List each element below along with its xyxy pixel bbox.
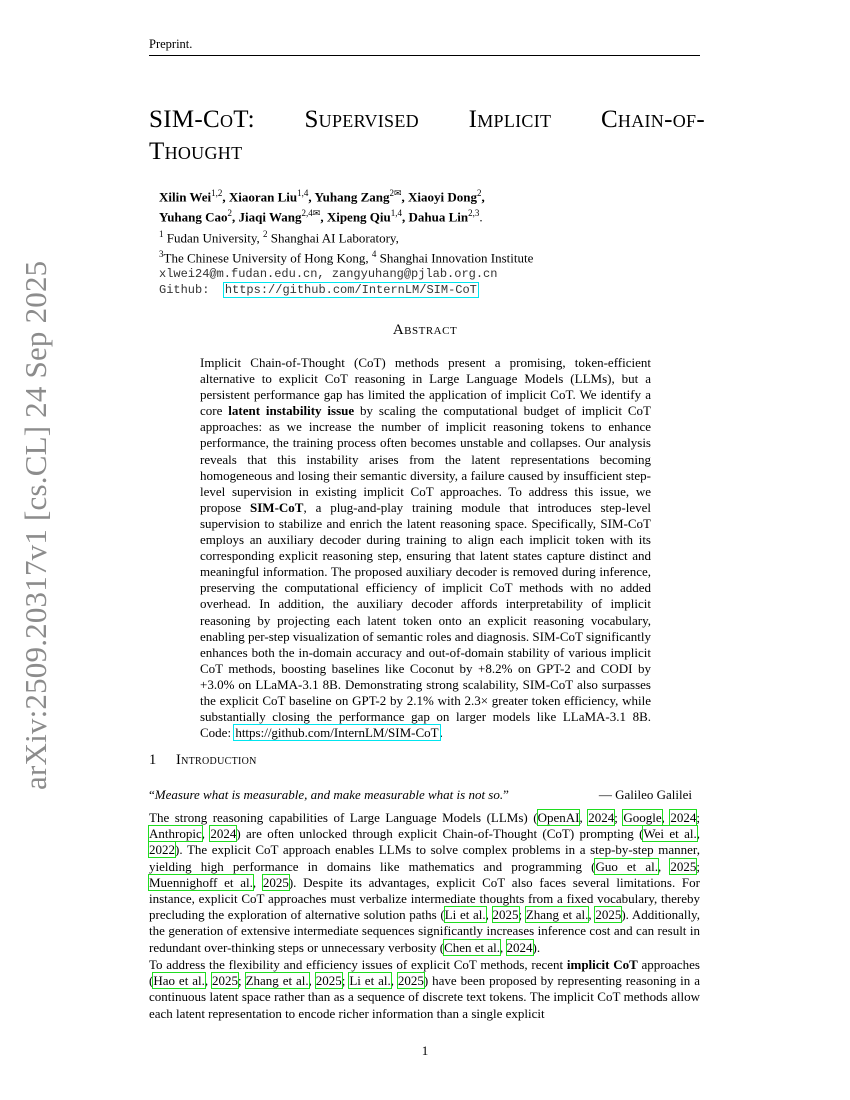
citation-link[interactable]: 2024 bbox=[210, 826, 237, 842]
citation-link[interactable]: 2024 bbox=[588, 810, 615, 825]
author-affil: 1,4 bbox=[390, 208, 402, 219]
body-text: approaches ( bbox=[149, 957, 700, 989]
citation-link[interactable]: 2025 bbox=[670, 858, 697, 874]
body-text: ). Additionally, the generation of extensive intermediate sequences significantly increases inference cost and can result in redundant over-thinking steps or unnecessary verbosity ( bbox=[149, 907, 700, 955]
citation-link[interactable]: Wei et al. bbox=[643, 826, 697, 842]
affil-marker: 3 bbox=[159, 248, 164, 259]
author-name: Xipeng Qiu bbox=[326, 209, 391, 225]
title-word: Chain-of- bbox=[600, 106, 705, 133]
abstract-body bbox=[200, 355, 651, 741]
author-affil: 2,4✉ bbox=[301, 208, 321, 219]
author-name: Dahua Lin bbox=[408, 209, 469, 225]
citation-link[interactable]: 2025 bbox=[595, 907, 622, 923]
affiliation: The Chinese University of Hong Kong, bbox=[163, 250, 372, 266]
citation-link[interactable]: Google bbox=[623, 810, 662, 825]
citation-link[interactable]: 2025 bbox=[262, 874, 289, 890]
citation-link[interactable]: 2024 bbox=[670, 810, 697, 825]
quote-mark: “ bbox=[149, 787, 155, 802]
intro-paragraph-1: The strong reasoning capabilities of Large Language Models (LLMs) (OpenAI, 2024; Google, 2024; Anthropic, 2024) are often unlocked through explicit Chain-of-Thought (CoT) prompting (Wei et al., 2022). The explicit CoT approach enables LLMs to solve complex problems in a step-by-step manner, yielding high performance in domains like mathematics and programming (Guo et al., 2025; Muennighoff et al., 2025). Despite its advantages, explicit CoT also faces several limitations. For instance, explicit CoT approaches must verbalize intermediate thoughts from a fixed vocabulary, thereby precluding the exploration of alternative solution paths (Li et al., 2025; Zhang et al., 2025). Additionally, the generation of extensive intermediate sequences significantly increases inference cost and can result in redundant over-thinking steps or unnecessary verbosity (Chen et al., 2024). bbox=[149, 810, 701, 955]
citation-link[interactable]: 2025 bbox=[315, 973, 342, 989]
citation-link[interactable]: 2025 bbox=[492, 907, 519, 923]
affil-marker: 4 bbox=[371, 248, 377, 259]
separator: , bbox=[308, 189, 315, 205]
body-emphasis: implicit CoT bbox=[566, 957, 638, 972]
author-line bbox=[159, 205, 719, 225]
abstract-emphasis: latent instability issue bbox=[228, 403, 355, 419]
citation-link[interactable]: Li et al. bbox=[349, 973, 391, 989]
citation-link[interactable]: Chen et al. bbox=[444, 939, 501, 955]
citation-link[interactable]: Zhang et al. bbox=[525, 907, 589, 923]
author-name: Xiaoyi Dong bbox=[408, 189, 478, 205]
author-name: Xiaoran Liu bbox=[228, 189, 298, 205]
citation-link[interactable]: Li et al. bbox=[444, 907, 486, 923]
abstract-text: , a plug-and-play training module that introduces step-level supervision to stabilize and enrich the latent reasoning space. Specifically, SIM-CoT employs an auxiliary decoder during training to align each implicit token with its corresponding explicit reasoning step, ensuring that latent states capture distinct and meaningful information. The proposed auxiliary decoder is removed during inference, preserving the computational efficiency of implicit CoT methods with no added overhead. In addition, the auxiliary decoder affords interpretability of implicit reasoning by projecting each latent token onto an explicit reasoning vocabulary, enabling per-step visualization of semantic roles and diagnosis. SIM-CoT significantly enhances both the in-domain accuracy and out-of-domain stability of various implicit CoT methods, boosting baselines like Coconut by +8.2% on GPT-2 and CODI by +3.0% on LLaMA-3.1 8B. Demonstrating strong scalability, SIM-CoT also surpasses the explicit CoT baseline on GPT-2 by 2.1% with 2.3× greater token efficiency, while substantially closing the performance gap on larger models like LLaMA-3.1 8B. Code: bbox=[200, 499, 651, 741]
github-link[interactable]: https://github.com/InternLM/SIM-CoT bbox=[224, 283, 477, 298]
separator: , bbox=[402, 209, 409, 225]
author-block bbox=[159, 185, 719, 298]
citation-link[interactable]: Hao et al. bbox=[153, 973, 205, 989]
title-word: Thought bbox=[149, 138, 243, 165]
running-head: Preprint. bbox=[149, 37, 700, 56]
abstract-text: Implicit Chain-of-Thought (CoT) methods present a promising, token-efficient alternative to explicit CoT reasoning in Large Language Models (LLMs), but a persistent performance gap has limited the application of implicit CoT. We identify a core bbox=[200, 355, 651, 419]
quote-text: Measure what is measurable, and make measurable what is not so. bbox=[154, 787, 504, 802]
section-heading-introduction bbox=[149, 752, 257, 769]
author-name: Yuhang Zang bbox=[314, 189, 390, 205]
author-affil: 2 bbox=[227, 208, 233, 219]
page-number: 1 bbox=[421, 1043, 429, 1058]
affil-marker: 1 bbox=[159, 228, 164, 239]
affiliation: Shanghai AI Laboratory, bbox=[267, 229, 399, 245]
abstract-heading: Abstract bbox=[392, 322, 458, 338]
citation-link[interactable]: Muennighoff et al. bbox=[149, 874, 253, 890]
citation-link[interactable]: 2025 bbox=[397, 973, 424, 989]
author-affil: 2,3 bbox=[468, 208, 480, 219]
separator: . bbox=[479, 209, 483, 225]
abstract-emphasis: SIM-CoT bbox=[250, 499, 304, 515]
affiliation-line bbox=[159, 226, 719, 246]
body-text: ). The explicit CoT approach enables LLMs to solve complex problems in a step-by-step manner, yielding high performance in domains like mathematics and programming ( bbox=[149, 842, 700, 874]
abstract-text: by scaling the computational budget of implicit CoT approaches: as we increase the number of implicit reasoning tokens to enhance performance, the training process often becomes unstable and collapses. Our analysis reveals that this instability arises from the latent representations becoming homogeneous and losing their semantic diversity, a failure caused by insufficient step-level supervision in existing implicit CoT approaches. To address this issue, we propose bbox=[200, 403, 652, 515]
body-text: To address the flexibility and efficiency issues of explicit CoT methods, recent bbox=[149, 957, 567, 972]
citation-link[interactable]: Guo et al. bbox=[595, 858, 659, 874]
author-emails: xlwei24@m.fudan.edu.cn, zangyuhang@pjlab.org.cn bbox=[159, 267, 498, 282]
separator: , bbox=[481, 189, 485, 205]
body-text: ). Despite its advantages, explicit CoT also faces several limitations. For instance, explicit CoT approaches must verbalize intermediate thoughts from a fixed vocabulary, thereby precluding the exploration of alternative solution paths ( bbox=[149, 874, 700, 923]
body-text: ) are often unlocked through explicit Chain-of-Thought (CoT) prompting ( bbox=[236, 826, 644, 842]
quote-mark: ” bbox=[503, 787, 509, 802]
section-title: Introduction bbox=[176, 752, 257, 768]
author-line bbox=[159, 185, 719, 205]
author-name: Xilin Wei bbox=[159, 189, 212, 205]
author-name: Jiaqi Wang bbox=[238, 209, 302, 225]
body-text: The strong reasoning capabilities of Large Language Models (LLMs) ( bbox=[149, 810, 538, 825]
body-text: ) have been proposed by representing reasoning in a continuous latent space rather than as a sequence of discrete text tokens. The implicit CoT methods allow each latent representation to encode richer information than a single explicit bbox=[149, 973, 700, 1021]
separator: , bbox=[320, 209, 327, 225]
paper-title bbox=[149, 104, 705, 168]
title-word: Supervised bbox=[304, 106, 419, 133]
author-name: Yuhang Cao bbox=[159, 209, 228, 225]
author-affil: 2✉ bbox=[389, 188, 402, 198]
abstract-text: . bbox=[439, 725, 443, 741]
title-word: Implicit bbox=[468, 106, 552, 133]
separator: , bbox=[232, 209, 239, 225]
code-link[interactable]: https://github.com/InternLM/SIM-CoT bbox=[235, 725, 439, 741]
author-affil: 1,4 bbox=[297, 188, 309, 198]
citation-link[interactable]: OpenAI bbox=[537, 810, 580, 825]
affiliation-line bbox=[159, 246, 719, 266]
citation-link[interactable]: 2025 bbox=[212, 973, 239, 989]
affil-marker: 2 bbox=[263, 228, 268, 239]
author-affil: 1,2 bbox=[211, 188, 223, 198]
separator: , bbox=[401, 189, 409, 205]
separator: , bbox=[222, 189, 229, 205]
epigraph bbox=[149, 787, 692, 803]
section-number: 1 bbox=[149, 752, 157, 768]
github-label: Github: bbox=[159, 283, 210, 298]
citation-link[interactable]: Anthropic bbox=[149, 826, 202, 842]
epigraph-attribution: — Galileo Galilei bbox=[598, 787, 692, 802]
arxiv-identifier-stamp: arXiv:2509.20317v1 [cs.CL] 24 Sep 2025 bbox=[18, 260, 53, 790]
github-line bbox=[159, 282, 719, 298]
affiliation: Fudan University, bbox=[163, 229, 264, 245]
intro-paragraph-2: To address the flexibility and efficiency issues of explicit CoT methods, recent implicit CoT approaches (Hao et al., 2025; Zhang et al., 2025; Li et al., 2025) have been proposed by representing reasoning in a continuous latent space rather than as a sequence of discrete text tokens. The implicit CoT methods allow each latent representation to encode richer information than a single explicit bbox=[149, 957, 700, 1021]
citation-link[interactable]: 2024 bbox=[506, 939, 533, 955]
body-text: ). bbox=[532, 939, 541, 955]
title-word: SIM-CoT: bbox=[149, 106, 255, 133]
epigraph-quote bbox=[149, 787, 509, 803]
author-affil: 2 bbox=[477, 188, 482, 198]
citation-link[interactable]: 2022 bbox=[149, 842, 175, 858]
citation-link[interactable]: Zhang et al. bbox=[245, 973, 309, 989]
affiliation: Shanghai Innovation Institute bbox=[376, 250, 534, 266]
